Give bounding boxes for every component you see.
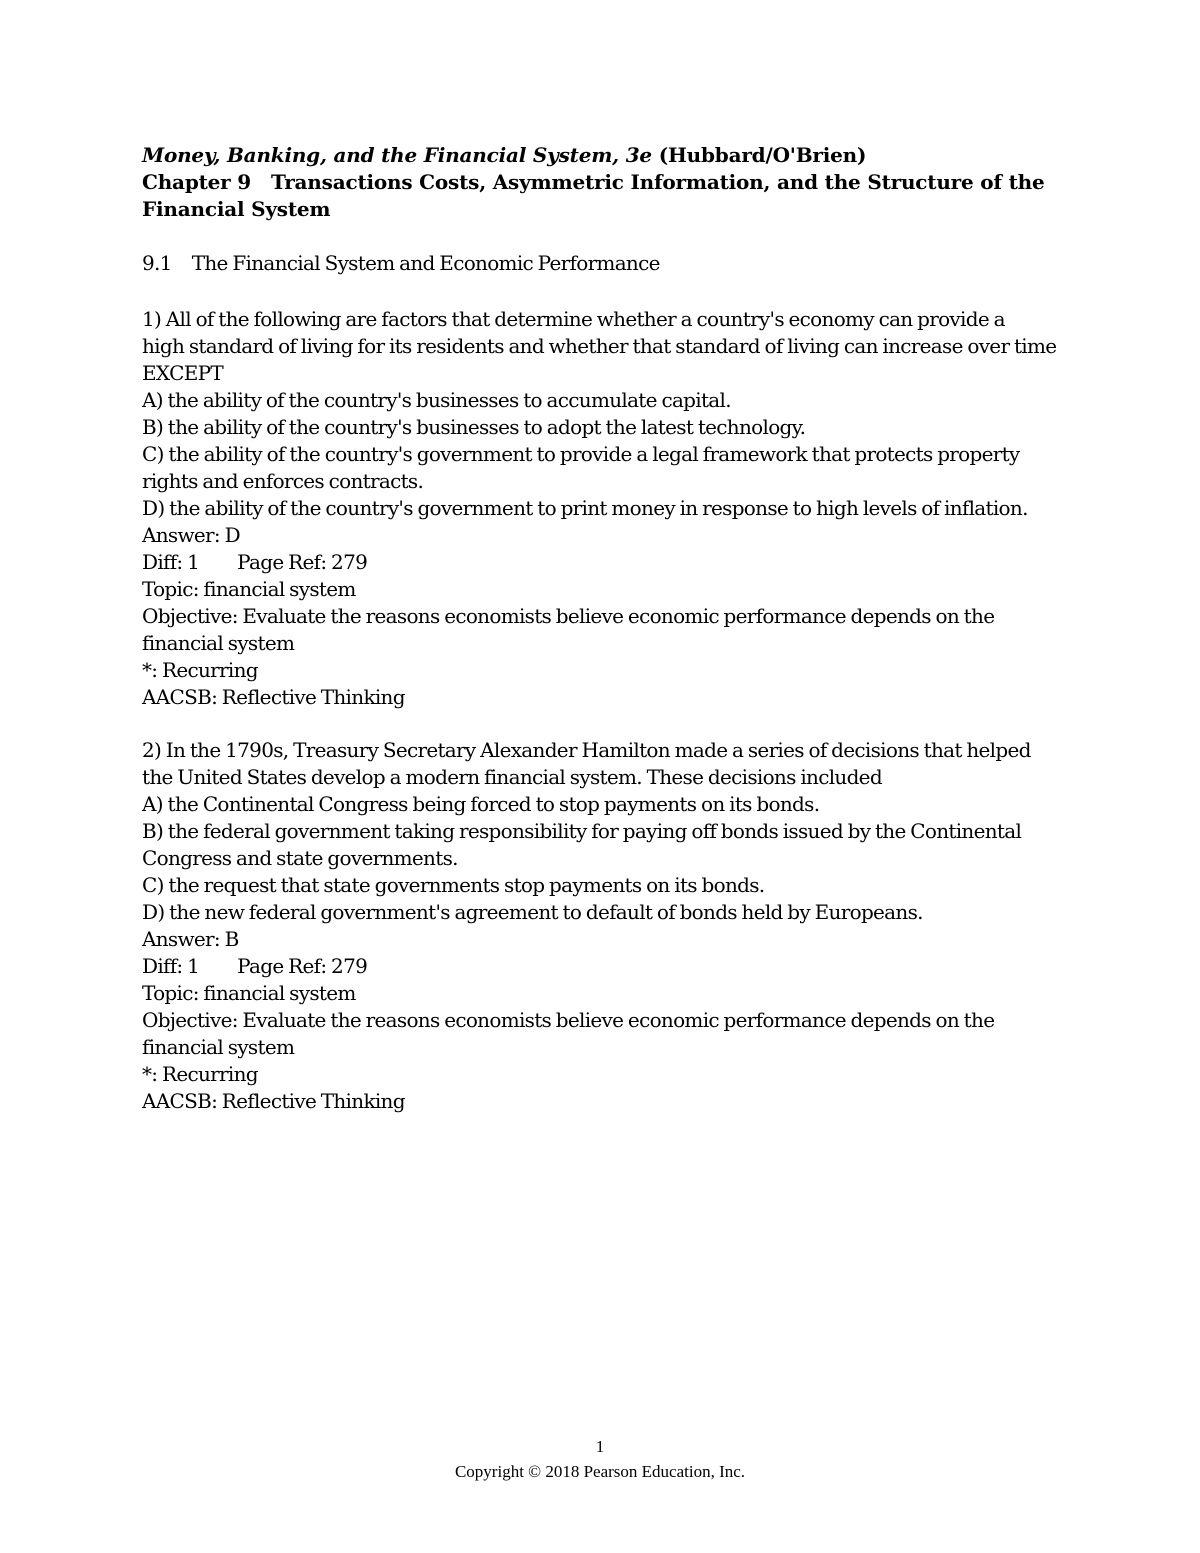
book-authors: (Hubbard/O'Brien) bbox=[658, 143, 867, 167]
document-header bbox=[142, 142, 1045, 223]
section-heading bbox=[142, 250, 1062, 277]
answer-option-a: A) the Continental Congress being forced to stop payments on its bonds. bbox=[142, 792, 820, 816]
objective-continuation: financial system bbox=[142, 1035, 295, 1059]
answer-option-b: B) the federal government taking responsibility for paying off bonds issued by the Continental bbox=[142, 819, 1022, 843]
copyright-notice: Copyright © 2018 Pearson Education, Inc. bbox=[454, 1462, 746, 1481]
question-stem-line: high standard of living for its residents and whether that standard of living can increase over time bbox=[142, 334, 1057, 358]
question-stem-line: 2) In the 1790s, Treasury Secretary Alexander Hamilton made a series of decisions that helped bbox=[142, 738, 1031, 762]
answer-key: Answer: B bbox=[142, 927, 239, 951]
difficulty: Diff: 1 bbox=[142, 550, 200, 574]
chapter-title-line bbox=[142, 169, 1045, 196]
answer-option-a: A) the ability of the country's businesses to accumulate capital. bbox=[142, 388, 731, 412]
recurring-tag: *: Recurring bbox=[142, 1062, 258, 1086]
answer-option-d: D) the ability of the country's government to print money in response to high levels of inflation. bbox=[142, 496, 1028, 520]
answer-key: Answer: D bbox=[142, 523, 240, 547]
question-stem-line: the United States develop a modern financial system. These decisions included bbox=[142, 765, 882, 789]
page-ref: Page Ref: 279 bbox=[237, 954, 368, 978]
answer-option-c-continuation: rights and enforces contracts. bbox=[142, 469, 424, 493]
book-title: Money, Banking, and the Financial System, 3e bbox=[142, 143, 652, 167]
objective: Objective: Evaluate the reasons economists believe economic performance depends on the bbox=[142, 604, 995, 628]
aacsb-tag: AACSB: Reflective Thinking bbox=[142, 685, 405, 709]
aacsb-tag: AACSB: Reflective Thinking bbox=[142, 1089, 405, 1113]
answer-option-b-continuation: Congress and state governments. bbox=[142, 846, 458, 870]
answer-option-c: C) the request that state governments stop payments on its bonds. bbox=[142, 873, 765, 897]
question-stem-line: 1) All of the following are factors that determine whether a country's economy can provide a bbox=[142, 307, 1005, 331]
page-number: 1 bbox=[595, 1437, 605, 1456]
answer-option-d: D) the new federal government's agreement to default of bonds held by Europeans. bbox=[142, 900, 923, 924]
difficulty-page-ref bbox=[142, 549, 1062, 576]
question-stem-line: EXCEPT bbox=[142, 361, 223, 385]
section-title: The Financial System and Economic Performance bbox=[191, 251, 660, 275]
recurring-tag: *: Recurring bbox=[142, 658, 258, 682]
page-ref: Page Ref: 279 bbox=[237, 550, 368, 574]
chapter-number: Chapter 9 bbox=[142, 170, 251, 194]
answer-option-c: C) the ability of the country's government to provide a legal framework that protects property bbox=[142, 442, 1020, 466]
book-title-line bbox=[142, 142, 1022, 169]
answer-option-b: B) the ability of the country's businesses to adopt the latest technology. bbox=[142, 415, 806, 439]
topic: Topic: financial system bbox=[142, 577, 356, 601]
objective: Objective: Evaluate the reasons economists believe economic performance depends on the bbox=[142, 1008, 995, 1032]
question-2 bbox=[142, 737, 1062, 1115]
question-1 bbox=[142, 306, 1062, 711]
section-number: 9.1 bbox=[142, 251, 172, 275]
topic: Topic: financial system bbox=[142, 981, 356, 1005]
chapter-title: Transactions Costs, Asymmetric Information, and the Structure of the bbox=[270, 170, 1045, 194]
difficulty-page-ref bbox=[142, 953, 1062, 980]
objective-continuation: financial system bbox=[142, 631, 295, 655]
chapter-title-continuation: Financial System bbox=[142, 197, 331, 221]
difficulty: Diff: 1 bbox=[142, 954, 200, 978]
